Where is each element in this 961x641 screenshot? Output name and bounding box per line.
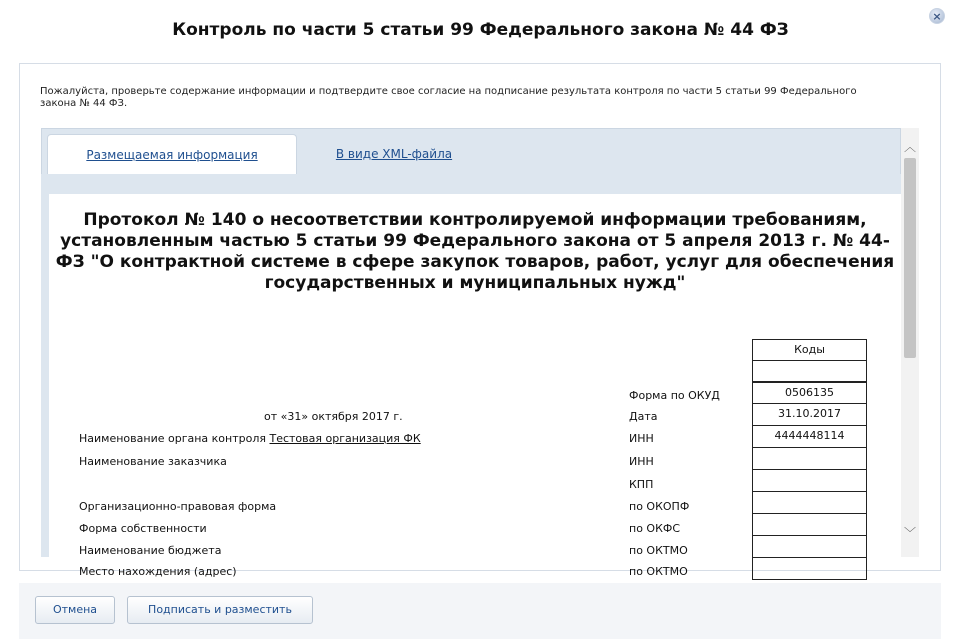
codes-header: Коды xyxy=(752,339,867,361)
code-cell xyxy=(752,514,867,536)
budget-label: Наименование бюджета xyxy=(79,544,222,557)
code-label: по ОКОПФ xyxy=(629,500,690,513)
document-scroll-area[interactable] xyxy=(41,174,901,578)
code-cell xyxy=(752,536,867,558)
code-label: Дата xyxy=(629,410,658,423)
code-label: ИНН xyxy=(629,432,654,445)
scroll-down-icon[interactable]: ﹀ xyxy=(903,526,916,540)
sign-and-publish-button[interactable]: Подписать и разместить xyxy=(127,596,313,624)
code-cell xyxy=(752,448,867,470)
close-icon[interactable]: × xyxy=(929,8,945,24)
scroll-up-icon[interactable]: ︿ xyxy=(903,140,916,154)
address-label: Место нахождения (адрес) xyxy=(79,565,237,578)
dialog-title: Контроль по части 5 статьи 99 Федерального закона № 44 ФЗ xyxy=(172,20,789,40)
control-body-field xyxy=(79,432,421,446)
document-title: Протокол № 140 о несоответствии контролируемой информации требованиям, установленным частью 5 статьи 99 Федерального закона от 5 апреля 2013 г. № 44-ФЗ "О контрактной системе в сфере закупок товаров, работ, услуг для обеспечения государственных и муниципальных нужд" xyxy=(55,210,895,293)
control-body-link[interactable]: Тестовая организация ФК xyxy=(269,432,421,445)
ownership-label: Форма собственности xyxy=(79,522,207,535)
code-label: по ОКФС xyxy=(629,522,681,535)
code-cell: 31.10.2017 xyxy=(752,404,867,426)
document-paper xyxy=(49,194,901,578)
intro-text: Пожалуйста, проверьте содержание информации и подтвердите свое согласие на подписание результата контроля по части 5 статьи 99 Федерального закона № 44 ФЗ. xyxy=(40,86,857,109)
cancel-button[interactable]: Отмена xyxy=(35,596,115,624)
code-cell xyxy=(752,470,867,492)
code-label: ИНН xyxy=(629,455,654,468)
code-cell: 0506135 xyxy=(752,382,867,404)
legal-form-label: Организационно-правовая форма xyxy=(79,500,277,513)
code-label: по ОКТМО xyxy=(629,565,688,578)
customer-label: Наименование заказчика xyxy=(79,455,227,468)
code-cell: 4444448114 xyxy=(752,426,867,448)
dialog-footer xyxy=(19,583,941,639)
code-label: КПП xyxy=(629,478,654,491)
tabs-bar xyxy=(41,128,901,175)
scroll-thumb[interactable] xyxy=(904,158,916,358)
code-cell-empty xyxy=(752,361,867,382)
tab-xml-file[interactable]: В виде XML-файла xyxy=(335,147,453,161)
date-line: от «31» октября 2017 г. xyxy=(264,410,403,423)
control-body-label: Наименование органа контроля xyxy=(79,432,266,445)
code-label: по ОКТМО xyxy=(629,544,688,557)
vertical-scrollbar[interactable] xyxy=(901,128,919,557)
tab-published-info[interactable]: Размещаемая информация xyxy=(47,134,297,176)
code-cell xyxy=(752,492,867,514)
code-cell xyxy=(752,558,867,580)
code-label: Форма по ОКУД xyxy=(629,389,720,402)
